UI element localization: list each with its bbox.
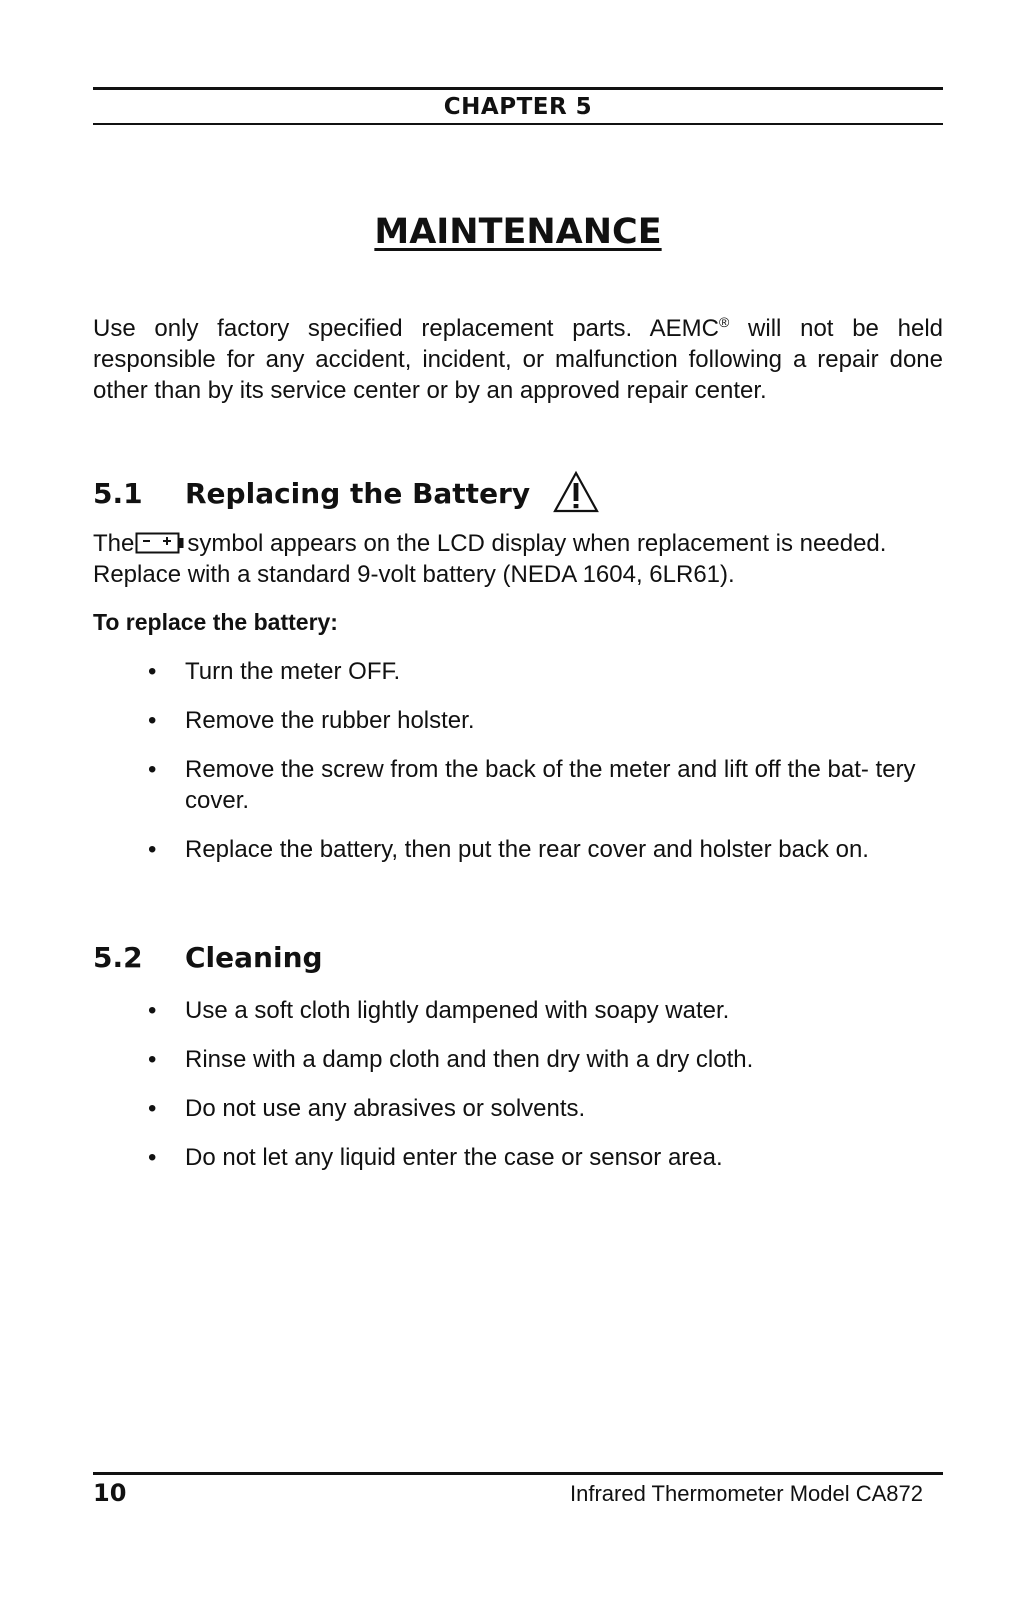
section-heading-cleaning: [93, 938, 943, 978]
intro-text-end: will not be held responsible for any accident, incident, or malfunction following a repair done other than by its service center or by an approved repair center.: [93, 315, 943, 404]
page-title: MAINTENANCE: [374, 212, 662, 252]
list-item: [93, 1093, 943, 1124]
para-text-end: symbol appears on the LCD display when replacement is needed. Replace with a standard 9-volt battery (NEDA 1604, 6LR61).: [93, 530, 887, 588]
chapter-header: [93, 87, 943, 125]
step-text: Replace the battery, then put the rear cover and holster back on.: [185, 836, 869, 863]
manual-page: [93, 0, 943, 1600]
section-heading-replacing-battery: [93, 472, 943, 516]
list-item: [93, 1044, 943, 1075]
step-text: Use a soft cloth lightly dampened with soapy water.: [185, 997, 730, 1024]
bullet-mark: •: [148, 658, 157, 685]
bullet-mark: •: [148, 1095, 157, 1122]
bullet-mark: •: [148, 836, 157, 863]
intro-text-start: Use only factory specified replacement parts. AEMC: [93, 315, 719, 342]
step-text: Remove the rubber holster.: [185, 707, 475, 734]
step-text: Do not use any abrasives or solvents.: [185, 1095, 586, 1122]
bullet-mark: •: [148, 756, 157, 783]
list-item: [93, 834, 943, 865]
step-text: Remove the screw from the back of the meter and lift off the bat- tery cover.: [185, 756, 916, 814]
bullet-mark: •: [148, 1046, 157, 1073]
bullet-mark: •: [148, 1144, 157, 1171]
battery-steps-list: [93, 656, 943, 883]
section-number: 5.1: [93, 477, 143, 510]
step-text: Do not let any liquid enter the case or sensor area.: [185, 1144, 723, 1171]
list-item: [93, 995, 943, 1026]
section-title: Replacing the Battery: [185, 477, 531, 510]
section-number: 5.2: [93, 941, 143, 974]
procedure-subheading: To replace the battery:: [93, 609, 338, 635]
list-item: [93, 705, 943, 736]
registered-mark: ®: [718, 314, 730, 330]
list-item: [93, 1142, 943, 1173]
list-item: [93, 656, 943, 687]
battery-symbol-icon: [135, 531, 185, 553]
cleaning-steps-list: [93, 995, 943, 1191]
para-text-start: The: [93, 530, 135, 557]
bullet-mark: •: [148, 997, 157, 1024]
bullet-mark: •: [148, 707, 157, 734]
footer-document-title: Infrared Thermometer Model CA872: [570, 1481, 923, 1506]
warning-triangle-icon: [552, 470, 600, 514]
step-text: Turn the meter OFF.: [185, 658, 401, 685]
intro-paragraph: [93, 313, 943, 406]
step-text: Rinse with a damp cloth and then dry with a dry cloth.: [185, 1046, 754, 1073]
footer-divider: [93, 1472, 943, 1475]
page-number: 10: [93, 1479, 127, 1507]
chapter-label: CHAPTER 5: [443, 94, 593, 120]
list-item: [93, 754, 943, 816]
section-title: Cleaning: [185, 941, 323, 974]
battery-symbol-paragraph: [93, 528, 943, 590]
